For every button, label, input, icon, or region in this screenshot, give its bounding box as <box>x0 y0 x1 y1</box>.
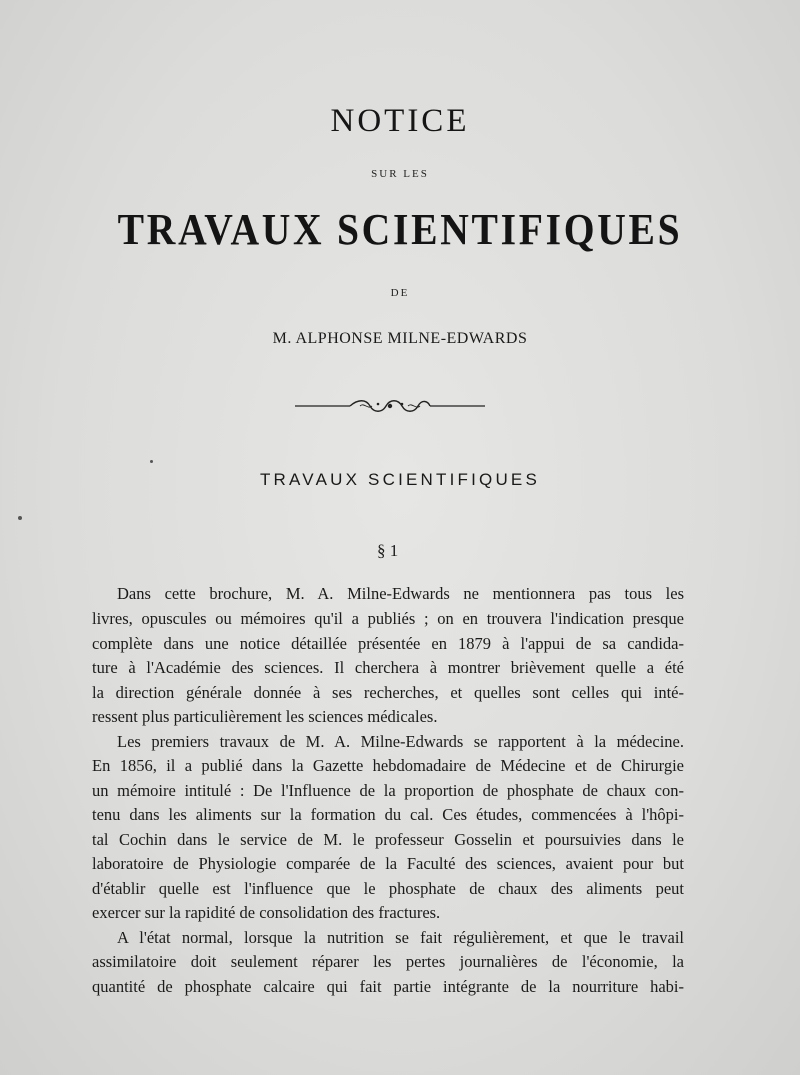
main-title: TRAVAUX SCIENTIFIQUES <box>117 205 683 254</box>
body-line: En 1856, il a publié dans la Gazette hebdomadaire de Médecine et de Chirurgie <box>92 756 684 775</box>
body-line: complète dans une notice détaillée présentée en 1879 à l'appui de sa candida- <box>92 634 684 653</box>
sur-les-subheading: SUR LES <box>371 168 429 180</box>
body-line: assimilatoire doit seulement réparer les pertes journalières de l'économie, la <box>92 952 684 971</box>
de-subheading: DE <box>390 287 410 299</box>
paragraph-mark: § 1 <box>377 541 399 560</box>
body-line: tal Cochin dans le service de M. le professeur Gosselin et poursuivies dans le <box>92 830 684 849</box>
body-line: A l'état normal, lorsque la nutrition se fait régulièrement, et que le travail <box>117 928 684 947</box>
body-line: quantité de phosphate calcaire qui fait partie intégrante de la nourriture habi- <box>92 977 684 996</box>
body-line: livres, opuscules ou mémoires qu'il a publiés ; on en trouvera l'indication presque <box>92 609 684 628</box>
scan-speck <box>150 460 153 463</box>
body-line: laboratoire de Physiologie comparée de la Faculté des sciences, avaient pour but <box>92 854 684 873</box>
body-line: Dans cette brochure, M. A. Milne-Edwards ne mentionnera pas tous les <box>117 584 684 603</box>
body-line: un mémoire intitulé : De l'Influence de la proportion de phosphate de chaux con- <box>92 781 684 800</box>
body-line: tenu dans les aliments sur la formation du cal. Ces études, commencées à l'hôpi- <box>92 805 684 824</box>
body-line: ture à l'Académie des sciences. Il cherchera à montrer brièvement quelle a été <box>92 658 684 677</box>
body-line: exercer sur la rapidité de consolidation des fractures. <box>92 903 441 922</box>
ornament-divider-icon <box>290 396 490 416</box>
section-title: TRAVAUX SCIENTIFIQUES <box>259 470 541 489</box>
body-line: d'établir quelle est l'influence que le phosphate de chaux des aliments peut <box>92 879 684 898</box>
body-line: Les premiers travaux de M. A. Milne-Edwards se rapportent à la médecine. <box>117 732 684 751</box>
body-line: ressent plus particulièrement les sciences médicales. <box>92 707 438 726</box>
author-name: M. ALPHONSE MILNE-EDWARDS <box>272 330 528 347</box>
body-line: la direction générale donnée à ses recherches, et quelles sont celles qui inté- <box>92 683 684 702</box>
scan-speck <box>18 516 22 520</box>
notice-heading: NOTICE <box>330 103 470 139</box>
